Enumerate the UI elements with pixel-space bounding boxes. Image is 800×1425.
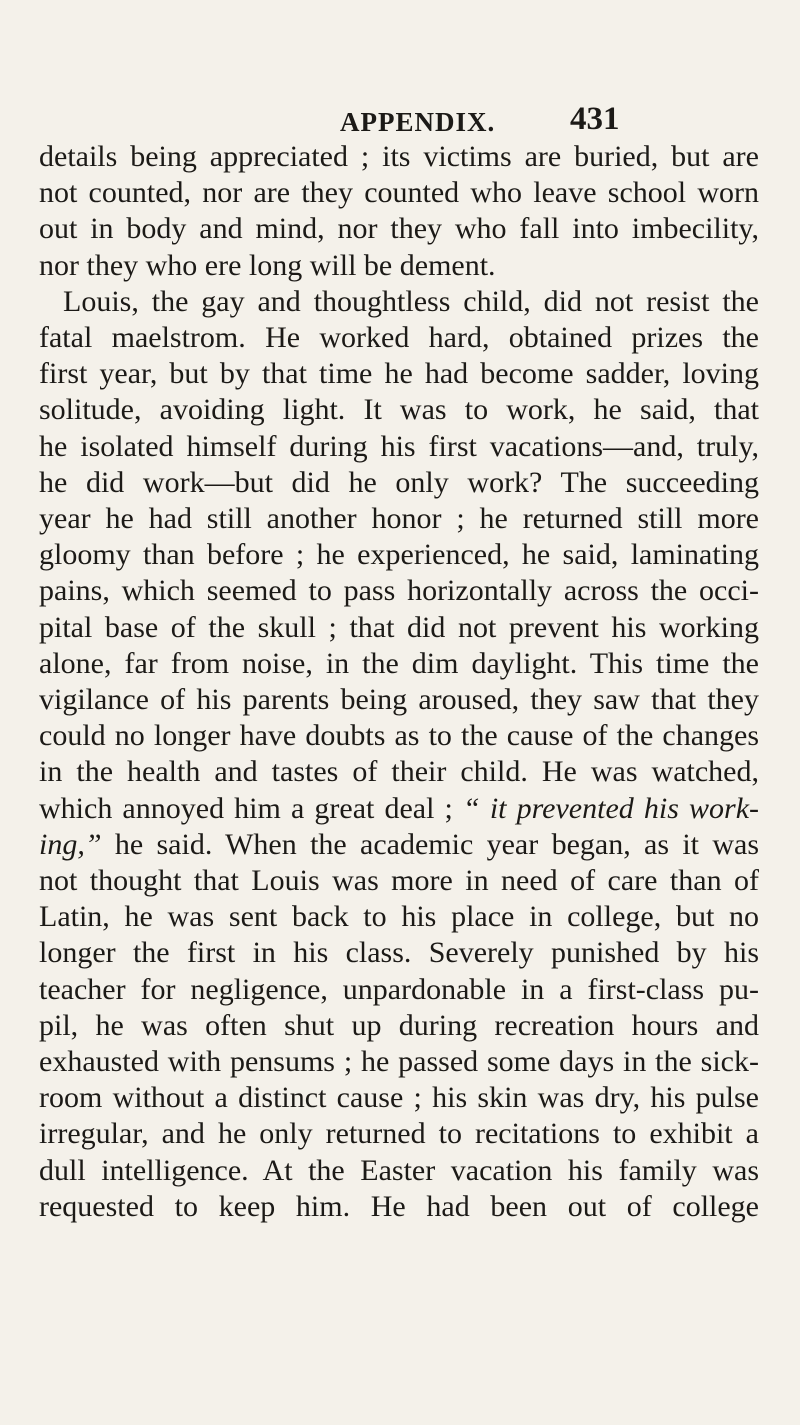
text-line-mixed (39, 827, 759, 863)
text-line: irregular, and he only returned to recitations to exhibit a (39, 1117, 759, 1151)
text-line: requested to keep him. He had been out of college (39, 1189, 759, 1223)
page-number: 431 (570, 101, 620, 137)
text-line: not thought that Louis was more in need of care than of (39, 864, 759, 898)
text-line: year he had still another honor ; he returned still more (39, 502, 759, 536)
text-segment: he said. When the academic year began, as it was (114, 827, 759, 861)
text-line: room without a distinct cause ; his skin was dry, his pulse (39, 1081, 759, 1115)
text-line: could no longer have doubts as to the cause of the changes (39, 719, 759, 753)
text-line: longer the first in his class. Severely punished by his (39, 936, 759, 970)
text-line: details being appreciated ; its victims are buried, but are (39, 140, 759, 173)
text-line: teacher for negligence, unpardonable in a first-class pu- (39, 972, 759, 1006)
italic-text: “ it prevented his work- (463, 791, 759, 825)
text-line: he did work—but did he only work? The succeeding (39, 465, 759, 499)
text-line-mixed (39, 791, 759, 827)
text-line: fatal maelstrom. He worked hard, obtained prizes the (39, 321, 759, 355)
running-head: APPENDIX. (340, 107, 496, 137)
text-line: not counted, nor are they counted who leave school worn (39, 176, 759, 210)
text-line: first year, but by that time he had become sadder, loving (39, 357, 759, 391)
text-line: dull intelligence. At the Easter vacation his family was (39, 1153, 759, 1187)
text-line: gloomy than before ; he experienced, he said, laminating (39, 538, 759, 572)
text-line: exhausted with pensums ; he passed some days in the sick- (39, 1045, 759, 1079)
text-line: solitude, avoiding light. It was to work, he said, that (39, 393, 759, 427)
text-line: nor they who ere long will be dement. (39, 248, 496, 282)
text-line: vigilance of his parents being aroused, they saw that they (39, 683, 759, 717)
text-segment: which annoyed him a great deal ; (39, 791, 453, 825)
text-line: out in body and mind, nor they who fall into imbecility, (39, 212, 759, 246)
text-line: Louis, the gay and thoughtless child, did not resist the (63, 284, 759, 318)
text-line: pital base of the skull ; that did not prevent his working (39, 610, 759, 644)
text-line: in the health and tastes of their child. He was watched, (39, 755, 759, 789)
text-line: pil, he was often shut up during recreation hours and (39, 1008, 759, 1042)
text-line: he isolated himself during his first vacations—and, truly, (39, 429, 759, 463)
text-line: pains, which seemed to pass horizontally across the occi- (39, 574, 759, 608)
italic-text: ing,” (39, 827, 102, 861)
body-text (39, 139, 759, 1225)
text-line: Latin, he was sent back to his place in college, but no (39, 900, 759, 934)
text-line: alone, far from noise, in the dim daylight. This time the (39, 646, 759, 680)
